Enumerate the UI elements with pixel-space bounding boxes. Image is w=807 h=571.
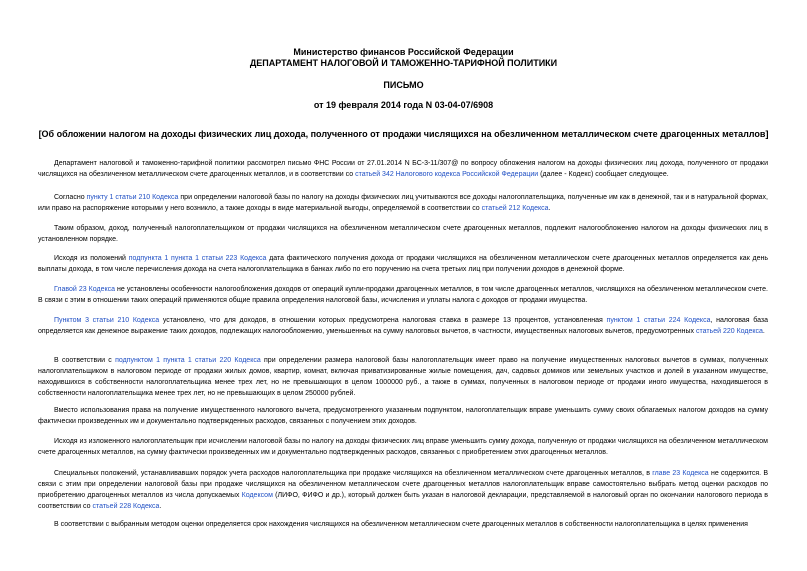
paragraph-6: [38, 315, 768, 337]
paragraph-4: [38, 253, 768, 275]
paragraph-7: [38, 355, 768, 399]
paragraph-2: [38, 192, 768, 214]
document-type-heading: ПИСЬМО: [383, 80, 424, 90]
paragraph-text: .: [762, 328, 765, 335]
paragraph-11: [38, 519, 768, 530]
law-link[interactable]: пункту 1 статьи 210 Кодекса: [86, 194, 179, 201]
law-link[interactable]: главе 23 Кодекса: [652, 470, 709, 477]
paragraph-text: (ЛИФО, ФИФО и др.), который должен быть указан в налоговой декларации, представляемой в налоговый орган по окончании налогового периода в соответствии со: [38, 492, 769, 510]
law-link[interactable]: Кодексом: [241, 492, 273, 499]
paragraph-text: установлено, что для доходов, в отношении которых предусмотрена налоговая ставка в размере 13 процентов, установленная: [159, 317, 607, 324]
paragraph-text: не содержится. В связи с этим при определении налоговой базы при продаже числящихся на обезличенном металлическом счете драгоценных металлов налогоплательщик вправе самостоятельно выбрать метод оценки расходов по приобретению драгоценных металлов из числа допускаемых: [38, 470, 769, 499]
paragraph-3: [38, 223, 768, 245]
paragraph-text: Таким образом, доход, полученный налогоплательщиком от продажи числящихся на обезличенном металлическом счете драгоценных металлов, подлежит налогообложению налогом на доходы физических лиц в установленном порядке.: [38, 225, 768, 243]
paragraph-10: [38, 468, 768, 512]
department-heading: ДЕПАРТАМЕНТ НАЛОГОВОЙ И ТАМОЖЕННО-ТАРИФНОЙ ПОЛИТИКИ: [249, 58, 558, 68]
paragraph-text: Исходя из изложенного налогоплательщик при исчислении налоговой базы по налогу на доходы физических лиц вправе уменьшить сумму дохода, полученную от продажи числящихся на обезличенном металлическом счете драгоценных металлов, на сумму фактически произведенных им и документально подтвержденных расходов, связанных с приобретением этих драгоценных металлов.: [38, 438, 768, 456]
ministry-heading: Министерство финансов Российской Федерации: [293, 47, 514, 57]
paragraph-8: [38, 405, 768, 427]
document-date-number: от 19 февраля 2014 года N 03-04-07/6908: [313, 100, 494, 110]
paragraph-text: при определении размера налоговой базы налогоплательщик имеет право на получение имущественных налоговых вычетов в суммах, полученных налогоплательщиком в налоговом периоде от продажи жилых домов, квартир, комнат, включая приватизированные жилые помещения, дач, садовых домиков или земельных участков и долей в указанном имуществе, находившихся в собственности налогоплательщика менее трех лет, но не превышающих в целом 1000000 руб., а также в суммах, полученных в налоговом периоде от продажи иного имущества, находившегося в собственности налогоплательщика менее трех лет, но не превышающих в целом 250000 рублей.: [38, 357, 769, 397]
paragraph-text: при определении налоговой базы по налогу на доходы физических лиц учитываются все доходы налогоплательщика, полученные им как в денежной, так и в натуральной формах, или право на распоряжение которыми у него возникло, а также доходы в виде материальной выгоды, определяемой в соответствии со: [38, 194, 768, 212]
paragraph-text: .: [548, 205, 551, 212]
law-link[interactable]: пунктом 1 статьи 224 Кодекса: [606, 317, 711, 324]
document-subject: [Об обложении налогом на доходы физических лиц дохода, полученного от продажи числящихся на обезличенном металлическом счете драгоценных металлов]: [38, 129, 769, 139]
paragraph-text: дата фактического получения дохода от продажи числящихся на обезличенном металлическом счете драгоценных металлов определяется как день выплаты дохода, в том числе перечисления дохода на счета налогоплательщика в банках либо по его поручению на счета третьих лиц при получении доходов в денежной форме.: [38, 255, 769, 273]
paragraph-text: .: [159, 503, 162, 510]
paragraph-text: (далее - Кодекс) сообщает следующее.: [538, 171, 669, 178]
paragraph-text: Согласно: [54, 194, 87, 201]
law-link[interactable]: подпункта 1 пункта 1 статьи 223 Кодекса: [128, 255, 267, 262]
paragraph-text: Специальных положений, устанавливавших порядок учета расходов налогоплательщика при продаже числящихся на обезличенном металлическом счете драгоценных металлов, в: [54, 470, 653, 477]
law-link[interactable]: статьей 212 Кодекса: [481, 205, 549, 212]
law-link[interactable]: статьей 220 Кодекса: [695, 328, 763, 335]
paragraph-1: [38, 158, 768, 180]
paragraph-5: [38, 284, 768, 306]
law-link[interactable]: подпунктом 1 пункта 1 статьи 220 Кодекса: [115, 357, 261, 364]
paragraph-text: не установлены особенности налогообложения доходов от операций купли-продажи драгоценных металлов, в том числе драгоценных металлов, числящихся на обезличенном металлическом счете. В связи с этим в отношении таких операций применяются общие правила определения налоговой базы, исчисления и уплаты налога с доходов от продажи имущества.: [38, 286, 768, 304]
paragraph-text: Исходя из положений: [54, 255, 129, 262]
paragraph-text: , налоговая база определяется как денежное выражение таких доходов, подлежащих налогообложению, уменьшенных на сумму налоговых вычетов, в частности, имущественных налоговых вычетов, предусмотренных: [38, 317, 768, 335]
paragraph-text: В соответствии с выбранным методом оценки определяется срок нахождения числящихся на обезличенном металлическом счете драгоценных металлов в собственности налогоплательщика в целях применения: [54, 521, 748, 528]
paragraph-text: В соответствии с: [54, 357, 116, 364]
paragraph-9: [38, 436, 768, 458]
law-link[interactable]: Главой 23 Кодекса: [54, 286, 115, 293]
paragraph-text: Департамент налоговой и таможенно-тарифной политики рассмотрел письмо ФНС России от 27.01.2014 N БС-3-11/307@ по вопросу обложения налогом на доходы физических лиц дохода, полученного от продажи числящихся на обезличенном металлическом счете драгоценных металлов, и в соответствии со: [38, 160, 768, 178]
law-link[interactable]: статьей 228 Кодекса: [92, 503, 160, 510]
law-link[interactable]: статьей 342 Налогового кодекса Российской Федерации: [355, 171, 539, 178]
law-link[interactable]: Пунктом 3 статьи 210 Кодекса: [54, 317, 160, 324]
paragraph-text: Вместо использования права на получение имущественного налогового вычета, предусмотренного указанным подпунктом, налогоплательщик вправе уменьшить сумму своих облагаемых налогом доходов на сумму фактически произведенных им и документально подтвержденных расходов, связанных с получением этих доходов.: [38, 407, 768, 425]
